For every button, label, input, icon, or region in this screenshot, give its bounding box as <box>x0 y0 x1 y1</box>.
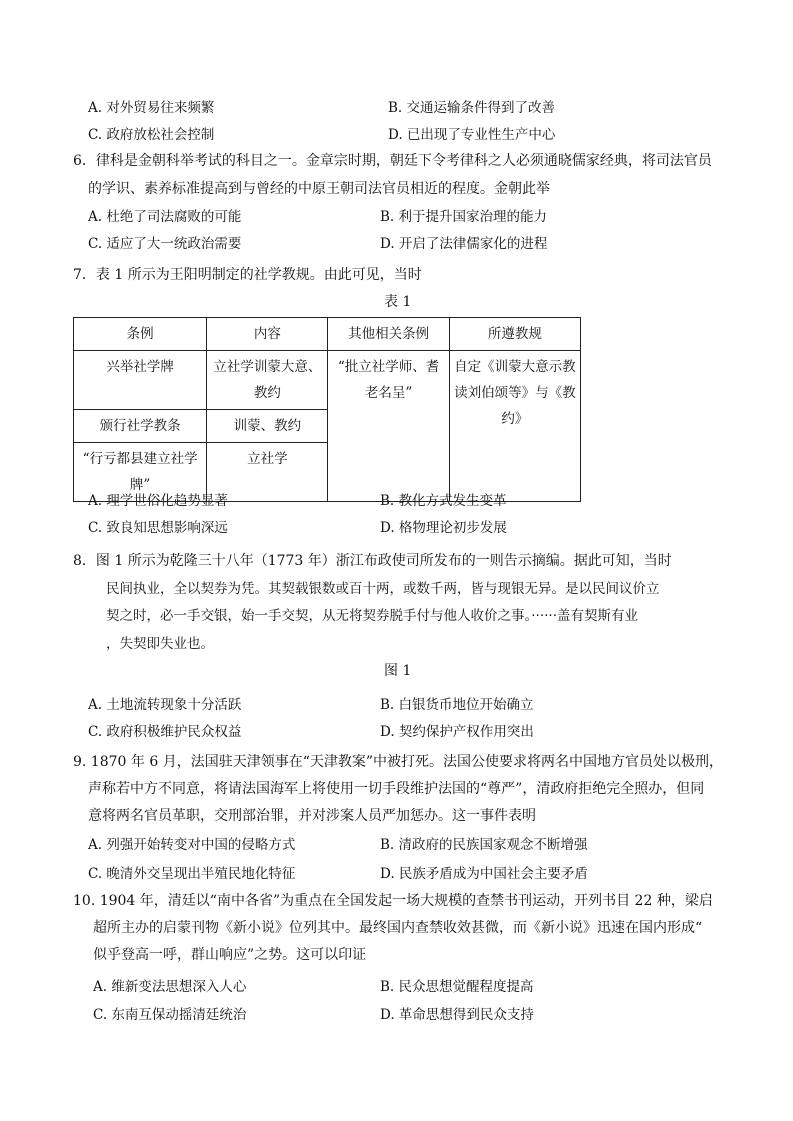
table-cell-text: 教约 <box>253 385 281 401</box>
q10-option-b: B. 民众思想觉醒程度提高 <box>380 979 534 995</box>
q6-option-d: D. 开启了法律儒家化的进程 <box>380 236 548 252</box>
table-header-row <box>74 318 581 351</box>
q10-option-d: D. 革命思想得到民众支持 <box>380 1007 534 1023</box>
table-cell-text: 牌” <box>129 477 151 493</box>
table-cell-text: 读刘伯颂等》与《教 <box>454 385 576 401</box>
q5-option-a: A. 对外贸易往来频繁 <box>88 100 215 116</box>
table-cell-text: 老名呈” <box>364 385 413 401</box>
q7-stem-line1: 7．表 1 所示为王阳明制定的社学教规。由此可见，当时 <box>73 267 422 283</box>
q9-stem-line1: 9. 1870 年 6 月，法国驻天津领事在“天津教案”中被打死。法国公使要求将两名中国地方官员处以极刑， <box>73 754 724 770</box>
table-header-cell: 所遵教规 <box>449 318 580 351</box>
q6-option-b: B. 利于提升国家治理的能力 <box>380 209 548 225</box>
q5-option-b: B. 交通运输条件得到了改善 <box>388 100 556 116</box>
table-cell-text: “批立社学师、耆 <box>337 359 440 375</box>
q7-option-b: B. 教化方式发生变革 <box>380 493 507 509</box>
q9-option-b: B. 清政府的民族国家观念不断增强 <box>380 837 588 853</box>
q8-option-b: B. 白银货币地位开始确立 <box>380 697 534 713</box>
q9-option-c: C. 晚清外交呈现出半殖民地化特征 <box>88 866 296 882</box>
table-header-cell: 其他相关条例 <box>328 318 449 351</box>
table-cell-text: 约》 <box>501 411 529 427</box>
table-cell-content: 训蒙、教约 <box>207 410 328 443</box>
q5-option-c: C. 政府放松社会控制 <box>88 127 215 143</box>
q6-stem-line1: 6．律科是金朝科举考试的科目之一。金章宗时期，朝廷下令考律科之人必须通晓儒家经典，将司法官员 <box>73 153 712 169</box>
q7-option-a: A. 理学世俗化趋势显著 <box>88 493 228 509</box>
q9-stem-line3: 意将两名官员革职，交刑部治罪，并对涉案人员严加惩办。这一事件表明 <box>88 808 536 824</box>
q6-stem-line2: 的学识、素养标准提高到与曾经的中原王朝司法官员相近的程度。金朝此举 <box>88 181 550 197</box>
table-header-cell: 条例 <box>74 318 207 351</box>
q8-option-d: D. 契约保护产权作用突出 <box>380 724 534 740</box>
q6-option-a: A. 杜绝了司法腐败的可能 <box>88 209 242 225</box>
q5-option-d: D. 已出现了专业性生产中心 <box>388 127 556 143</box>
table-caption: 表 1 <box>384 294 412 310</box>
q10-stem-line1: 10. 1904 年，清廷以“南中各省”为重点在全国发起一场大规模的查禁书刊运动，开列书目 22 种，梁启 <box>73 893 713 909</box>
q8-quote-line2: 契之时，必一手交银，始一手交契，从无将契券脱手付与他人收价之事。······盖有契斯有业 <box>106 608 638 624</box>
q9-stem-line2: 声称若中方不同意，将请法国海军上将使用一切手段维护法国的“尊严”，清政府拒绝完全照办，但同 <box>88 781 705 797</box>
figure-caption: 图 1 <box>384 663 412 679</box>
q9-option-a: A. 列强开始转变对中国的侵略方式 <box>88 837 296 853</box>
q6-option-c: C. 适应了大一统政治需要 <box>88 236 242 252</box>
table-row <box>74 351 581 410</box>
table-cell-text: 自定《训蒙大意示教 <box>454 359 576 375</box>
teaching-rules-table <box>73 317 581 502</box>
table-cell-rule: 兴举社学牌 <box>74 351 207 410</box>
table-cell-other-rules <box>328 351 449 502</box>
table-cell-content: 立社学 <box>207 443 328 502</box>
q8-quote-line3: ，失契即失业也。 <box>106 636 214 652</box>
q10-stem-line3: 似乎登高一呼，群山响应”之势。这可以印证 <box>93 947 367 963</box>
q9-option-d: D. 民族矛盾成为中国社会主要矛盾 <box>380 866 588 882</box>
q8-quote-line1: 民间执业，全以契券为凭。其契载银数或百十两，或数千两，皆与现银无异。是以民间议价立 <box>106 581 660 597</box>
q8-option-c: C. 政府积极维护民众权益 <box>88 724 242 740</box>
q8-option-a: A. 土地流转现象十分活跃 <box>88 697 242 713</box>
table-cell-rule: 颁行社学教条 <box>74 410 207 443</box>
q10-stem-line2: 超所主办的启蒙刊物《新小说》位列其中。最终国内查禁收效甚微，而《新小说》迅速在国内形成“ <box>93 920 703 936</box>
q7-option-c: C. 致良知思想影响深远 <box>88 520 228 536</box>
q10-option-a: A. 维新变法思想深入人心 <box>93 979 247 995</box>
q10-option-c: C. 东南互保动摇清廷统治 <box>93 1007 247 1023</box>
table-header-cell: 内容 <box>207 318 328 351</box>
table-cell-text: “行亏都县建立社学 <box>82 451 198 467</box>
table-cell-text: 立社学训蒙大意、 <box>213 359 322 375</box>
table-cell-content <box>207 351 328 410</box>
q8-stem-line1: 8．图 1 所示为乾隆三十八年（1773 年）浙江布政使司所发布的一则告示摘编。据此可知，当时 <box>73 553 672 569</box>
table-cell-followed-rules <box>449 351 580 502</box>
q7-option-d: D. 格物理论初步发展 <box>380 520 507 536</box>
